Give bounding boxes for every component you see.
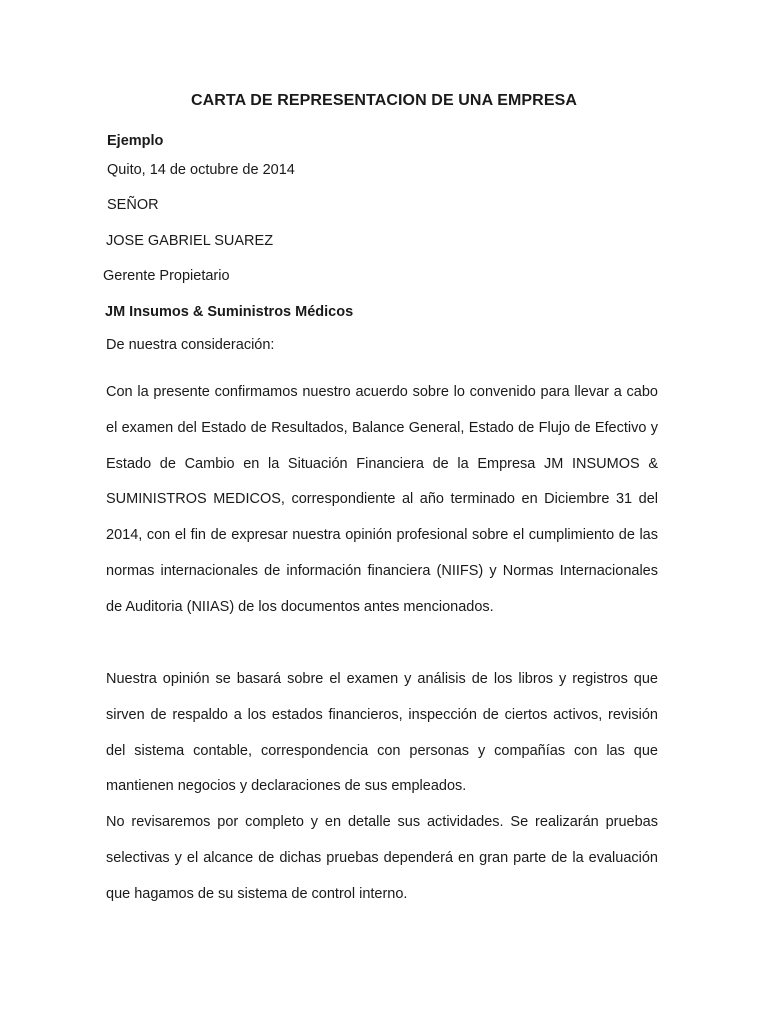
paragraph-3: No revisaremos por completo y en detalle sus actividades. Se realizarán pruebas selectivas y el alcance de dichas pruebas dependerá en gran parte de la evaluación que hagamos de su sistema de control interno. bbox=[106, 814, 658, 902]
example-label: Ejemplo bbox=[107, 133, 164, 149]
company-name: JM Insumos & Suministros Médicos bbox=[105, 304, 354, 320]
recipient-name: JOSE GABRIEL SUAREZ bbox=[106, 233, 274, 249]
salutation-title: SEÑOR bbox=[107, 197, 159, 213]
paragraph-1: Con la presente confirmamos nuestro acuerdo sobre lo convenido para llevar a cabo el examen del Estado de Resultados, Balance General, Estado de Flujo de Efectivo y Estado de Cambio en la Situación Financiera de la Empresa JM INSUMOS & SUMINISTROS MEDICOS, correspondiente al año terminado en Diciembre 31 del 2014, con el fin de expresar nuestra opinión profesional sobre el cumplimiento de las normas internacionales de información financiera (NIIFS) y Normas Internacionales de Auditoria (NIIAS) de los documentos antes mencionados. bbox=[106, 384, 658, 615]
recipient-role: Gerente Propietario bbox=[103, 268, 230, 284]
date-line: Quito, 14 de octubre de 2014 bbox=[107, 162, 295, 178]
greeting: De nuestra consideración: bbox=[106, 337, 275, 353]
document-title: CARTA DE REPRESENTACION DE UNA EMPRESA bbox=[190, 92, 578, 109]
paragraph-2: Nuestra opinión se basará sobre el examen y análisis de los libros y registros que sirven de respaldo a los estados financieros, inspección de ciertos activos, revisión del sistema contable, correspondencia con personas y compañías con las que mantienen negocios y declaraciones de sus empleados. bbox=[106, 671, 658, 795]
